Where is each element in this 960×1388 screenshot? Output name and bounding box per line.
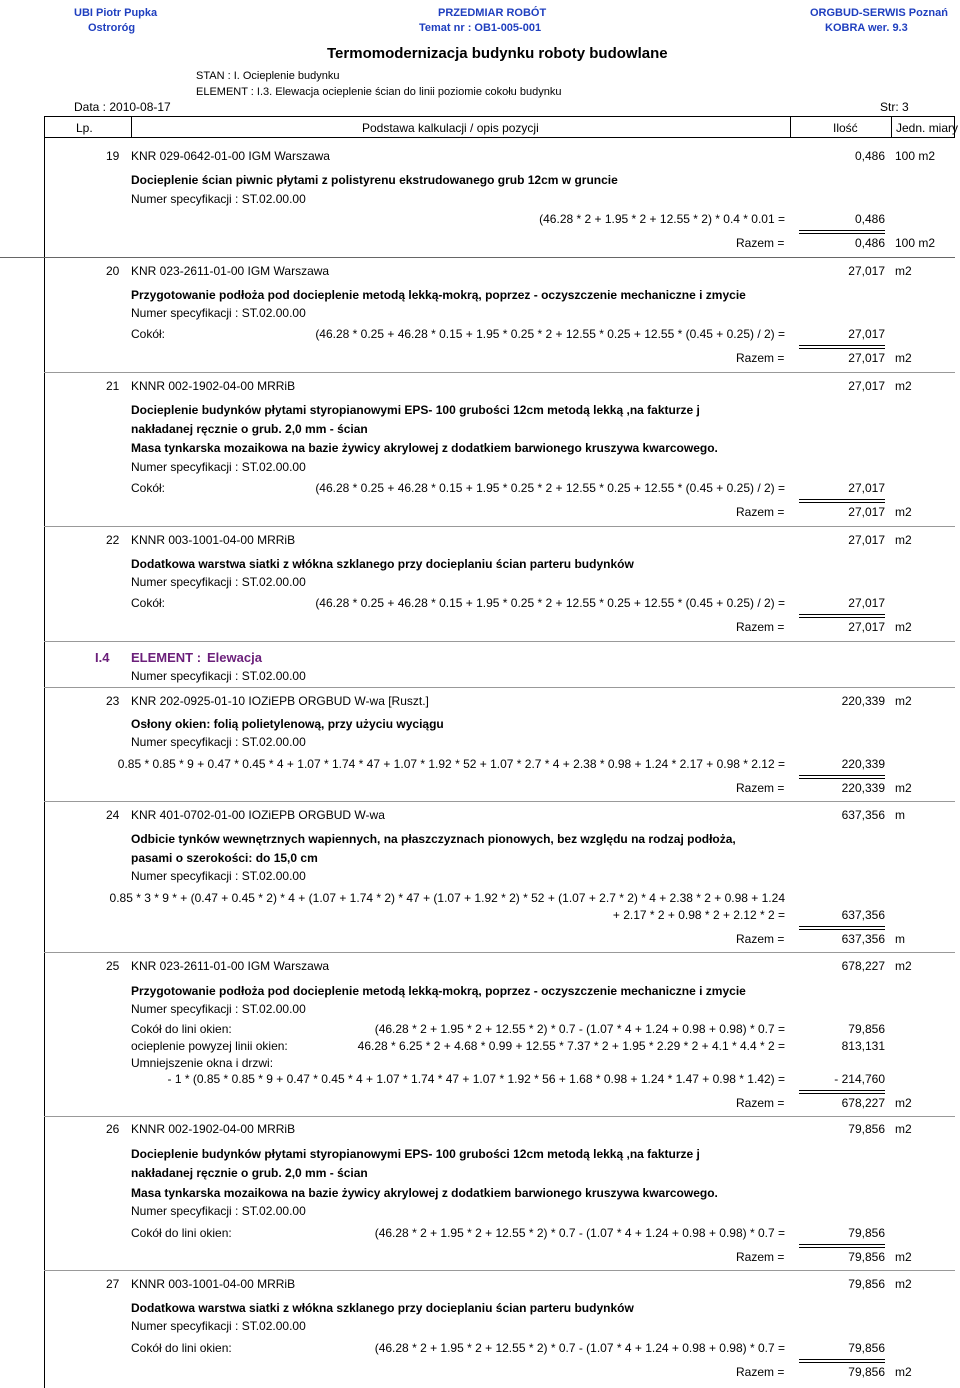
razem-value: 678,227	[841, 1096, 885, 1110]
razem-value: 79,856	[848, 1250, 885, 1264]
element-line: ELEMENT : I.3. Elewacja ocieplenie ścian do linii poziomie cokołu budynku	[196, 86, 562, 98]
item-formula-label: ocieplenie powyzej linii okien:	[131, 1039, 288, 1053]
item-formula-line2: + 2.17 * 2 + 0.98 * 2 + 2.12 * 2 =	[612, 908, 785, 922]
item-desc-line1: Docieplenie budynków płytami styropianowymi EPS- 100 grubości 12cm metodą lekką ,na fakturze j	[131, 1147, 700, 1161]
item-formula-label: Cokół do lini okien:	[131, 1341, 232, 1355]
item-desc: Przygotowanie podłoża pod docieplenie metodą lekką-mokrą, poprzez - oczyszczenie mechaniczne i zmycie	[131, 288, 746, 302]
item-formula: - 1 * (0.85 * 0.85 * 9 + 0.47 * 0.45 * 4 + 1.07 * 1.74 * 47 + 1.07 * 1.92 * 56 + 1.68 * 0.98 + 1.24 * 1.47 + 0.98 * 1.42) =	[167, 1072, 785, 1086]
razem-unit: m2	[895, 620, 912, 634]
item-qty: 637,356	[841, 808, 885, 822]
item-qty: 220,339	[841, 694, 885, 708]
item-lp: 21	[106, 379, 120, 393]
item-unit: m2	[895, 1277, 912, 1291]
item-formula-label: Cokół:	[131, 481, 166, 495]
item-spec: Numer specyfikacji : ST.02.00.00	[131, 1002, 306, 1016]
item-formula-label: Cokół do lini okien:	[131, 1226, 232, 1240]
item-code: KNR 029-0642-01-00 IGM Warszawa	[131, 149, 330, 163]
razem-value: 637,356	[841, 932, 885, 946]
item-qty: 79,856	[848, 1122, 885, 1136]
item-formula-value: 27,017	[848, 481, 885, 495]
item-formula-value: 27,017	[848, 327, 885, 341]
software-version: KOBRA wer. 9.3	[825, 22, 908, 34]
razem-value: 27,017	[848, 351, 885, 365]
item-formula: (46.28 * 2 + 1.95 * 2 + 12.55 * 2) * 0.7 - (1.07 * 4 + 1.24 + 0.98 + 0.98) * 0.7 =	[374, 1341, 785, 1355]
item-desc-line3: Masa tynkarska mozaikowa na bazie żywicy akrylowej z dodatkiem barwionego kruszywa kwarcowego.	[131, 1186, 718, 1200]
razem-label: Razem =	[736, 236, 785, 250]
item-lp: 20	[106, 264, 120, 278]
item-formula: (46.28 * 0.25 + 46.28 * 0.15 + 1.95 * 0.25 * 2 + 12.55 * 0.25 + 12.55 * (0.45 + 0.25) / 2) =	[315, 327, 785, 341]
item-lp: 26	[106, 1122, 120, 1136]
item-qty: 27,017	[848, 533, 885, 547]
item-spec: Numer specyfikacji : ST.02.00.00	[131, 735, 306, 749]
item-formula: (46.28 * 2 + 1.95 * 2 + 12.55 * 2) * 0.7 - (1.07 * 4 + 1.24 + 0.98 + 0.98) * 0.7 =	[374, 1226, 785, 1240]
item-code: KNNR 003-1001-04-00 MRRiB	[131, 533, 296, 547]
doc-topic: Temat nr : OB1-005-001	[419, 22, 542, 34]
page-title: Termomodernizacja budynku roboty budowlane	[327, 45, 668, 62]
item-formula-value: 79,856	[848, 1341, 885, 1355]
item-lp: 19	[106, 149, 120, 163]
date: Data : 2010-08-17	[74, 100, 171, 114]
item-spec: Numer specyfikacji : ST.02.00.00	[131, 460, 306, 474]
razem-label: Razem =	[736, 620, 785, 634]
item-qty: 0,486	[854, 149, 885, 163]
razem-unit: m2	[895, 505, 912, 519]
company-city: Ostroróg	[88, 22, 136, 34]
software-vendor: ORGBUD-SERWIS Poznań	[810, 7, 948, 19]
razem-unit: m2	[895, 351, 912, 365]
item-formula: (46.28 * 2 + 1.95 * 2 + 12.55 * 2) * 0.4 * 0.01 =	[539, 212, 785, 226]
item-code: KNR 023-2611-01-00 IGM Warszawa	[131, 959, 330, 973]
razem-label: Razem =	[736, 781, 785, 795]
razem-unit: m2	[895, 1096, 912, 1110]
col-basis: Podstawa kalkulacji / opis pozycji	[362, 121, 539, 135]
item-formula-label: Cokół:	[131, 596, 166, 610]
item-code: KNNR 002-1902-04-00 MRRiB	[131, 379, 296, 393]
razem-value: 0,486	[854, 236, 885, 250]
item-formula-value: 27,017	[848, 596, 885, 610]
item-spec: Numer specyfikacji : ST.02.00.00	[131, 1319, 306, 1333]
page-number: Str: 3	[880, 100, 909, 114]
item-spec: Numer specyfikacji : ST.02.00.00	[131, 869, 306, 883]
razem-label: Razem =	[736, 505, 785, 519]
item-lp: 23	[106, 694, 120, 708]
item-formula-value: - 214,760	[834, 1072, 885, 1086]
item-unit: m2	[895, 959, 912, 973]
razem-unit: m	[895, 932, 905, 946]
item-desc: Osłony okien: folią polietylenową, przy użyciu wyciągu	[131, 717, 444, 731]
item-formula-label: Umniejszenie okna i drzwi:	[131, 1056, 274, 1070]
item-qty: 79,856	[848, 1277, 885, 1291]
item-qty: 27,017	[848, 264, 885, 278]
item-desc-line2: nakładanej ręcznie o grub. 2,0 mm - ścian	[131, 1166, 368, 1180]
stan-line: STAN : I. Ocieplenie budynku	[196, 70, 340, 82]
element-spec: Numer specyfikacji : ST.02.00.00	[131, 669, 306, 683]
item-spec: Numer specyfikacji : ST.02.00.00	[131, 575, 306, 589]
item-desc-line2: pasami o szerokości: do 15,0 cm	[131, 851, 318, 865]
item-desc-line3: Masa tynkarska mozaikowa na bazie żywicy akrylowej z dodatkiem barwionego kruszywa kwarcowego.	[131, 441, 718, 455]
item-lp: 27	[106, 1277, 120, 1291]
item-unit: m2	[895, 264, 912, 278]
item-unit: m2	[895, 533, 912, 547]
item-formula: (46.28 * 0.25 + 46.28 * 0.15 + 1.95 * 0.25 * 2 + 12.55 * 0.25 + 12.55 * (0.45 + 0.25) / 2) =	[315, 481, 785, 495]
razem-value: 27,017	[848, 505, 885, 519]
element-name: Elewacja	[207, 650, 262, 665]
razem-label: Razem =	[736, 932, 785, 946]
col-unit: Jedn. miary	[896, 121, 959, 135]
item-spec: Numer specyfikacji : ST.02.00.00	[131, 192, 306, 206]
item-spec: Numer specyfikacji : ST.02.00.00	[131, 1204, 306, 1218]
item-formula-label: Cokół do lini okien:	[131, 1022, 232, 1036]
item-desc: Dodatkowa warstwa siatki z włókna szklanego przy docieplaniu ścian parteru budynków	[131, 557, 634, 571]
item-desc: Docieplenie ścian piwnic płytami z polistyrenu ekstrudowanego grub 12cm w gruncie	[131, 173, 618, 187]
item-formula-value: 79,856	[848, 1226, 885, 1240]
item-formula: (46.28 * 0.25 + 46.28 * 0.15 + 1.95 * 0.25 * 2 + 12.55 * 0.25 + 12.55 * (0.45 + 0.25) / 2) =	[315, 596, 785, 610]
col-lp: Lp.	[76, 121, 93, 135]
item-formula: 0.85 * 0.85 * 9 + 0.47 * 0.45 * 4 + 1.07 * 1.74 * 47 + 1.07 * 1.92 * 52 + 1.07 * 2.7 * 4 + 2.38 * 0.98 + 1.24 * 2.17 + 0.98 * 2.12 =	[117, 757, 785, 771]
razem-label: Razem =	[736, 1096, 785, 1110]
item-formula-value: 813,131	[841, 1039, 885, 1053]
item-lp: 22	[106, 533, 120, 547]
razem-value: 27,017	[848, 620, 885, 634]
item-formula-value: 0,486	[854, 212, 885, 226]
razem-unit: 100 m2	[895, 236, 936, 250]
razem-unit: m2	[895, 1365, 912, 1379]
element-lp: I.4	[95, 650, 110, 665]
item-unit: m2	[895, 379, 912, 393]
item-unit: 100 m2	[895, 149, 936, 163]
razem-value: 79,856	[848, 1365, 885, 1379]
item-code: KNR 023-2611-01-00 IGM Warszawa	[131, 264, 330, 278]
razem-label: Razem =	[736, 1250, 785, 1264]
item-qty: 27,017	[848, 379, 885, 393]
item-lp: 24	[106, 808, 120, 822]
item-formula-value: 220,339	[841, 757, 885, 771]
item-formula-value: 637,356	[841, 908, 885, 922]
element-label: ELEMENT :	[131, 650, 202, 665]
razem-unit: m2	[895, 781, 912, 795]
item-desc: Przygotowanie podłoża pod docieplenie metodą lekką-mokrą, poprzez - oczyszczenie mechaniczne i zmycie	[131, 984, 746, 998]
company-name: UBI Piotr Pupka	[74, 7, 158, 19]
item-code: KNR 202-0925-01-10 IOZiEPB ORGBUD W-wa [Ruszt.]	[131, 694, 429, 708]
item-desc-line2: nakładanej ręcznie o grub. 2,0 mm - ścian	[131, 422, 368, 436]
item-unit: m	[895, 808, 905, 822]
razem-label: Razem =	[736, 1365, 785, 1379]
item-formula-value: 79,856	[848, 1022, 885, 1036]
razem-label: Razem =	[736, 351, 785, 365]
razem-unit: m2	[895, 1250, 912, 1264]
item-formula: 46.28 * 6.25 * 2 + 4.68 * 0.99 + 12.55 * 7.37 * 2 + 1.95 * 2.29 * 2 + 4.1 * 4.4 * 2 =	[357, 1039, 785, 1053]
item-desc-line1: Odbicie tynków wewnętrznych wapiennych, na płaszczyznach pionowych, bez względu na rodzaj podłoża,	[131, 832, 736, 846]
item-unit: m2	[895, 1122, 912, 1136]
item-desc: Dodatkowa warstwa siatki z włókna szklanego przy docieplaniu ścian parteru budynków	[131, 1301, 634, 1315]
doc-type: PRZEDMIAR ROBÓT	[438, 7, 547, 19]
item-formula: (46.28 * 2 + 1.95 * 2 + 12.55 * 2) * 0.7 - (1.07 * 4 + 1.24 + 0.98 + 0.98) * 0.7 =	[374, 1022, 785, 1036]
item-code: KNNR 003-1001-04-00 MRRiB	[131, 1277, 296, 1291]
item-formula-label: Cokół:	[131, 327, 166, 341]
item-code: KNNR 002-1902-04-00 MRRiB	[131, 1122, 296, 1136]
col-qty: Ilość	[833, 121, 858, 135]
item-spec: Numer specyfikacji : ST.02.00.00	[131, 306, 306, 320]
item-qty: 678,227	[841, 959, 885, 973]
item-unit: m2	[895, 694, 912, 708]
item-formula-line1: 0.85 * 3 * 9 * + (0.47 + 0.45 * 2) * 4 + (1.07 + 1.74 * 2) * 47 + (1.07 + 1.92 * 2) * 52 + (1.07 + 2.7 * 2) * 4 + 2.38 * 2 + 0.98 + 1.24	[109, 891, 785, 905]
item-code: KNR 401-0702-01-00 IOZiEPB ORGBUD W-wa	[131, 808, 385, 822]
item-desc-line1: Docieplenie budynków płytami styropianowymi EPS- 100 grubości 12cm metodą lekką ,na fakturze j	[131, 403, 700, 417]
item-lp: 25	[106, 959, 120, 973]
razem-value: 220,339	[841, 781, 885, 795]
